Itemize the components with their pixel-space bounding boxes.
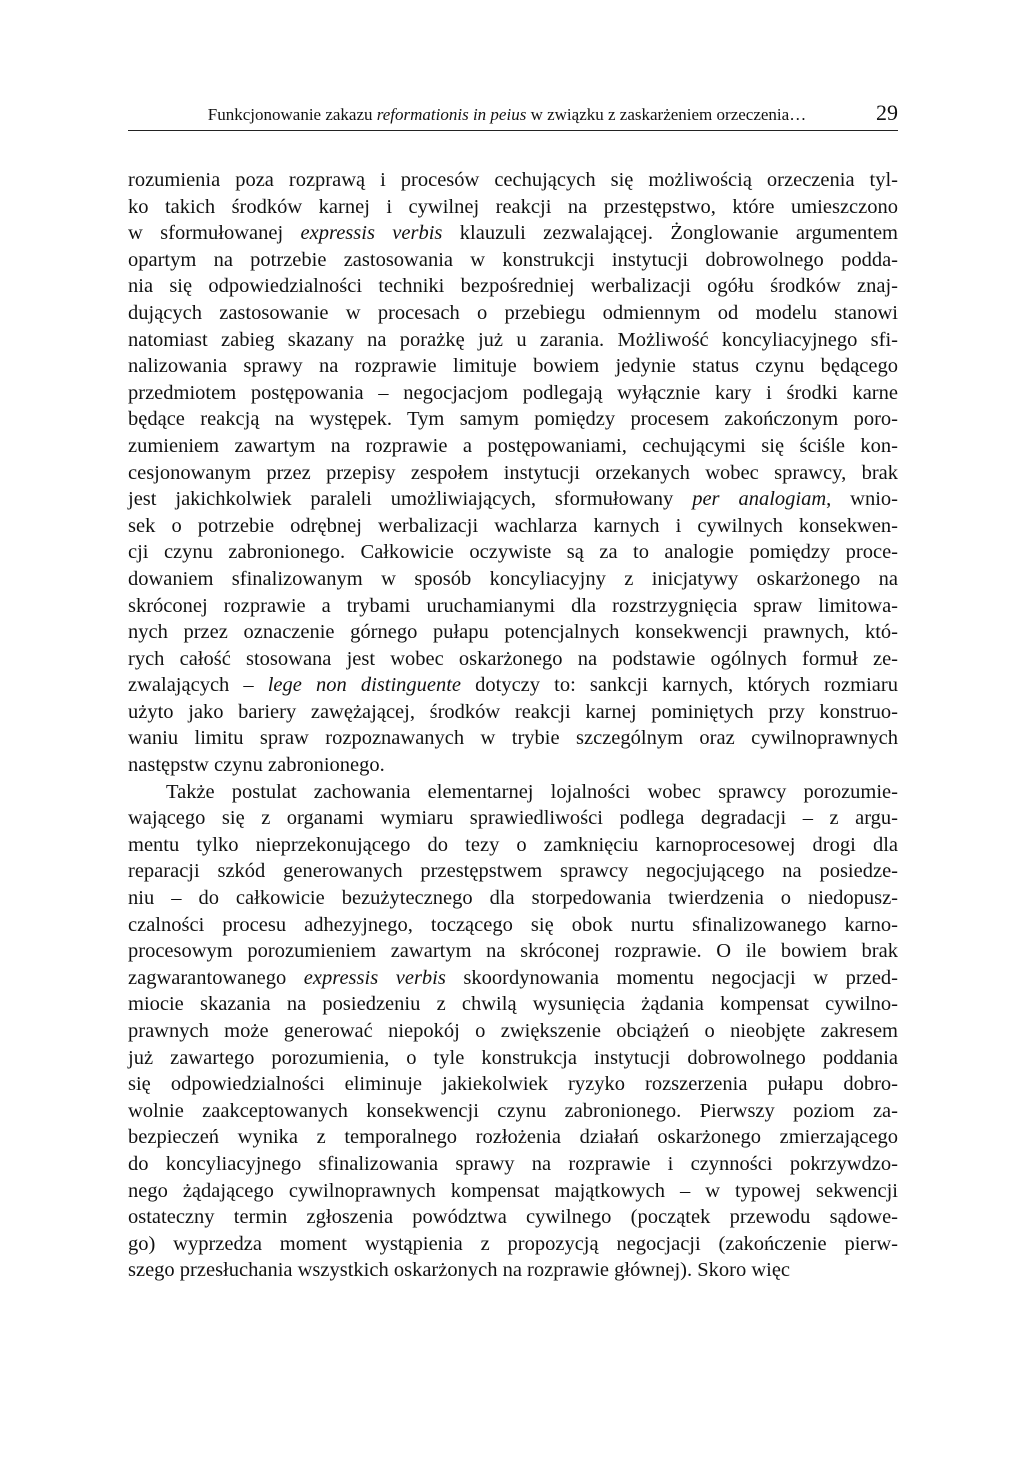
- text-segment: mentu tylko nieprzekonującego do tezy o zamknięciu karnoprocesowej drogi dla: [128, 833, 898, 856]
- text-line: [128, 619, 898, 646]
- text-segment: prawnych może generować niepokój o zwiększenie obciążeń o nieobjęte zakresem: [128, 1020, 898, 1042]
- text-segment: nia się odpowiedzialności techniki bezpośredniej werbalizacji ogółu środków znaj-: [128, 275, 898, 298]
- document-page: [128, 100, 898, 1284]
- text-line: [128, 513, 898, 540]
- running-title-part1: Funkcjonowanie zakazu: [207, 105, 377, 124]
- text-line: [128, 858, 898, 885]
- text-line: [128, 699, 898, 726]
- text-segment: rozumienia poza rozprawą i procesów cechujących się możliwością orzeczenia tyl-: [128, 169, 898, 191]
- running-title-italic: reformationis in peius: [376, 105, 527, 124]
- text-line: [128, 1045, 898, 1072]
- text-segment: dotyczy to: sankcji karnych, których rozmiaru: [461, 674, 898, 697]
- page-number: 29: [876, 100, 898, 125]
- text-line: [128, 486, 898, 513]
- text-line: [128, 194, 898, 221]
- text-line: [128, 805, 898, 832]
- text-line: [128, 1178, 898, 1205]
- text-segment: szego przesłuchania wszystkich oskarżonych na rozprawie głównej). Skoro więc: [128, 1259, 791, 1282]
- text-line: [128, 965, 898, 992]
- text-line: [128, 938, 898, 965]
- text-line: [128, 406, 898, 433]
- text-segment: nych przez oznaczenie górnego pułapu potencjalnych konsekwencji prawnych, któ-: [128, 621, 898, 644]
- text-segment: będące reakcją na występek. Tym samym pomiędzy procesem zakończonym poro-: [128, 408, 898, 431]
- text-segment: bezpieczeń wynika z temporalnego rozłożenia działań oskarżonego zmierzającego: [128, 1126, 898, 1149]
- text-segment: procesowym porozumieniem zawartym na skróconej rozprawie. O ile bowiem brak: [128, 940, 898, 963]
- text-segment: natomiast zabieg skazany na porażkę już u zarania. Możliwość koncyliacyjnego sfi-: [128, 328, 898, 351]
- running-title-part2: w związku z zaskarżeniem orzeczenia…: [526, 105, 807, 124]
- text-segment: użyto jako bariery zawężającej, środków reakcji karnej pominiętych przy konstruo-: [128, 700, 898, 723]
- text-line: [128, 566, 898, 593]
- text-segment: już zawartego porozumienia, o tyle konstrukcja instytucji dobrowolnego poddania: [128, 1046, 898, 1069]
- text-segment: cesjonowanym przez przepisy zespołem instytucji orzekanych wobec sprawcy, brak: [128, 461, 898, 484]
- text-segment: ko takich środków karnej i cywilnej reakcji na przestępstwo, które umieszczono: [128, 195, 898, 218]
- text-line: [128, 460, 898, 487]
- text-segment: go) wyprzedza moment wystąpienia z propozycją negocjacji (zakończenie pierw-: [128, 1232, 898, 1255]
- text-segment: cji czynu zabronionego. Całkowicie oczywiste są za to analogie pomiędzy proce-: [128, 541, 898, 564]
- running-header: [128, 100, 898, 131]
- text-line: [128, 885, 898, 912]
- text-segment: , wnio-: [826, 488, 899, 511]
- text-line: [128, 912, 898, 939]
- text-segment: w sformułowanej: [128, 222, 301, 245]
- text-segment: następstw czynu zabronionego.: [128, 754, 385, 777]
- paragraph: [128, 167, 898, 779]
- text-line: [128, 380, 898, 407]
- paragraph: [128, 779, 898, 1284]
- text-segment: miocie skazania na posiedzeniu z chwilą wysunięcia żądania kompensat cywilno-: [128, 993, 898, 1016]
- italic-phrase: lege non distinguente: [267, 674, 462, 697]
- text-segment: reparacji szkód generowanych przestępstwem sprawcy negocjującego na posiedze-: [128, 860, 898, 883]
- text-line: [128, 1124, 898, 1151]
- text-line: [128, 327, 898, 354]
- italic-phrase: per analogiam: [692, 488, 827, 511]
- text-segment: rych całość stosowana jest wobec oskarżonego na podstawie ogólnych formuł ze-: [128, 647, 898, 670]
- text-line: [128, 1151, 898, 1178]
- text-line: [128, 779, 898, 806]
- text-line: [128, 220, 898, 247]
- text-segment: się odpowiedzialności eliminuje jakiekolwiek ryzyko rozszerzenia pułapu dobro-: [128, 1073, 898, 1096]
- text-segment: ostateczny termin zgłoszenia powództwa cywilnego (początek przewodu sądowe-: [128, 1206, 898, 1229]
- text-line: [128, 672, 898, 699]
- text-segment: przedmiotem postępowania – negocjacjom podlegają wyłącznie kary i środki karne: [128, 381, 898, 404]
- text-segment: nego żądającego cywilnoprawnych kompensat majątkowych – w typowej sekwencji: [128, 1179, 898, 1202]
- text-segment: wającego się z organami wymiaru sprawiedliwości podlega degradacji – z argu-: [128, 807, 898, 830]
- text-segment: dowaniem sfinalizowanym w sposób koncyliacyjny z inicjatywy oskarżonego na: [128, 567, 898, 590]
- text-line: [128, 1098, 898, 1125]
- text-segment: waniu limitu spraw rozpoznawanych w trybie szczególnym oraz cywilnoprawnych: [128, 727, 898, 750]
- text-line: [128, 593, 898, 620]
- text-line: [128, 832, 898, 859]
- text-segment: wolnie zaakceptowanych konsekwencji czynu zabronionego. Pierwszy poziom za-: [128, 1099, 898, 1122]
- text-segment: zwalających –: [128, 674, 268, 697]
- text-segment: skróconej rozprawie a trybami uruchamianymi dla rozstrzygnięcia spraw limitowa-: [128, 594, 898, 617]
- text-line: [128, 991, 898, 1018]
- text-line: [128, 539, 898, 566]
- text-line: [128, 1204, 898, 1231]
- text-segment: czalności procesu adhezyjnego, toczącego się obok nurtu sfinalizowanego karno-: [128, 913, 898, 936]
- text-segment: do koncyliacyjnego sfinalizowania sprawy na rozprawie i czynności pokrzywdzo-: [128, 1152, 898, 1175]
- text-line: [128, 1257, 898, 1284]
- text-segment: Także postulat zachowania elementarnej lojalności wobec sprawcy porozumie-: [166, 780, 898, 803]
- text-line: [128, 1231, 898, 1258]
- text-line: [128, 353, 898, 380]
- text-line: [128, 646, 898, 673]
- text-segment: dujących zastosowanie w procesach o przebiegu odmiennym od modelu stanowi: [128, 301, 898, 324]
- text-segment: sek o potrzebie odrębnej werbalizacji wachlarza karnych i cywilnych konsekwen-: [128, 514, 898, 537]
- text-segment: opartym na potrzebie zastosowania w konstrukcji instytucji dobrowolnego podda-: [128, 248, 898, 271]
- text-line: [128, 1071, 898, 1098]
- text-segment: jest jakichkolwiek paraleli umożliwiających, sformułowany: [128, 488, 693, 511]
- italic-phrase: expressis verbis: [300, 222, 443, 245]
- text-segment: zagwarantowanego: [128, 966, 304, 989]
- text-line: [128, 273, 898, 300]
- text-segment: zumieniem zawartym na rozprawie a postępowaniami, cechującymi się ściśle kon-: [128, 434, 898, 457]
- text-segment: niu – do całkowicie bezużytecznego dla storpedowania twierdzenia o niedopusz-: [128, 887, 898, 910]
- text-line: [128, 752, 898, 779]
- running-title: [128, 105, 876, 125]
- text-line: [128, 433, 898, 460]
- italic-phrase: expressis verbis: [303, 966, 446, 989]
- text-line: [128, 247, 898, 274]
- text-line: [128, 300, 898, 327]
- text-line: [128, 725, 898, 752]
- text-line: [128, 1018, 898, 1045]
- text-line: [128, 167, 898, 194]
- text-segment: skoordynowania momentu negocjacji w przed-: [445, 966, 898, 989]
- text-segment: klauzuli zezwalającej. Żonglowanie argumentem: [442, 222, 898, 245]
- body-text: [128, 167, 898, 1284]
- text-segment: nalizowania sprawy na rozprawie limituje bowiem jedynie status czynu będącego: [128, 355, 898, 378]
